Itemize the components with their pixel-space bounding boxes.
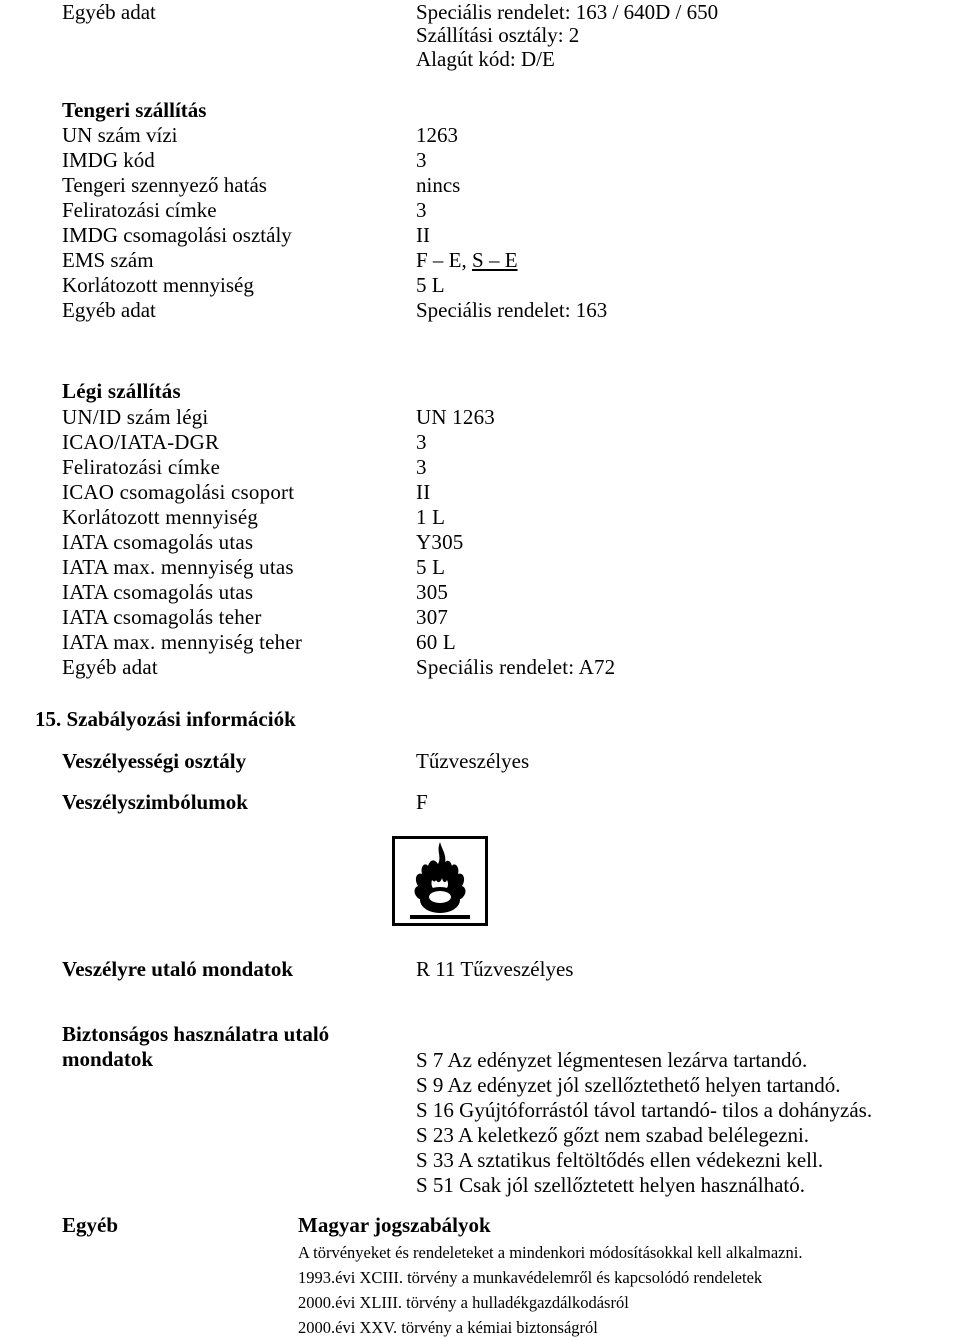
sea-row-label: Egyéb adat [62,298,156,322]
air-row-value: Speciális rendelet: A72 [416,655,616,679]
section-15-heading: 15. Szabályozási információk [35,707,296,731]
air-row-label: IATA csomagolás utas [62,580,254,604]
sea-row-value: 3 [416,198,427,222]
air-row-value: 3 [416,455,427,479]
ems-value-spill: S – E [472,248,518,272]
hazard-symbols-label: Veszélyszimbólumok [62,790,248,814]
sea-row-value: 3 [416,148,427,172]
air-row-value: 307 [416,605,449,629]
sea-row-value: nincs [416,173,461,197]
ems-value-fire: F – E, [416,248,473,272]
hungarian-laws-heading: Magyar jogszabályok [298,1213,491,1237]
r-phrases-value: R 11 Tűzveszélyes [416,957,574,981]
air-row-label: ICAO csomagolási csoport [62,480,295,504]
air-row-label: IATA max. mennyiség utas [62,555,294,579]
sea-row-label: Feliratozási címke [62,198,217,222]
sea-row-label: EMS szám [62,248,154,272]
law-line: 1993.évi XCIII. törvény a munkavédelemről és kapcsolódó rendeletek [298,1268,763,1287]
air-row-label: IATA csomagolás teher [62,605,262,629]
air-row-label: IATA max. mennyiség teher [62,630,303,654]
air-heading: Légi szállítás [62,379,181,403]
s-phrase-item: S 7 Az edényzet légmentesen lezárva tartandó. [416,1048,808,1072]
law-line: A törvényeket és rendeleteket a mindenkori módosításokkal kell alkalmazni. [298,1243,803,1262]
hazard-symbols-value: F [416,790,428,814]
sea-row-label: Korlátozott mennyiség [62,273,254,297]
r-phrases-label: Veszélyre utaló mondatok [62,957,293,981]
ems-value [416,248,518,273]
air-row-value: 1 L [416,505,446,529]
flame-icon [392,836,488,926]
sea-row-value: Speciális rendelet: 163 [416,298,608,322]
sea-row-label: Tengeri szennyező hatás [62,173,267,197]
air-row-value: 305 [416,580,449,604]
air-row-label: ICAO/IATA-DGR [62,430,220,454]
other-label: Egyéb [62,1213,119,1237]
sea-row-value: II [416,223,430,247]
sea-row-value: 1263 [416,123,458,147]
hazard-class-value: Tűzveszélyes [416,749,530,773]
air-row-label: Egyéb adat [62,655,158,679]
hazard-class-label: Veszélyességi osztály [62,749,247,773]
sea-row-value: 5 L [416,273,445,297]
s-phrase-item: S 33 A sztatikus feltöltődés ellen védekezni kell. [416,1148,824,1172]
air-row-value: Y305 [416,530,464,554]
road-other-label: Egyéb adat [62,0,156,24]
sea-heading: Tengeri szállítás [62,98,207,122]
road-other-line-1: Speciális rendelet: 163 / 640D / 650 [416,0,719,24]
air-row-label: Feliratozási címke [62,455,221,479]
air-row-value: UN 1263 [416,405,495,429]
s-phrase-item: S 51 Csak jól szellőztetett helyen használható. [416,1173,805,1197]
road-other-line-2: Szállítási osztály: 2 [416,23,580,47]
s-phrase-item: S 16 Gyújtóforrástól távol tartandó- tilos a dohányzás. [416,1098,873,1122]
air-row-label: Korlátozott mennyiség [62,505,259,529]
s-phrase-item: S 9 Az edényzet jól szellőztethető helyen tartandó. [416,1073,841,1097]
air-row-value: II [416,480,431,504]
s-phrases-label-2: mondatok [62,1047,154,1071]
law-line: 2000.évi XXV. törvény a kémiai biztonságról [298,1318,598,1337]
air-row-value: 60 L [416,630,456,654]
law-line: 2000.évi XLIII. törvény a hulladékgazdálkodásról [298,1293,629,1312]
air-row-label: IATA csomagolás utas [62,530,254,554]
sea-row-label: UN szám vízi [62,123,178,147]
air-row-label: UN/ID szám légi [62,405,209,429]
air-row-value: 5 L [416,555,446,579]
road-other-line-3: Alagút kód: D/E [416,47,555,71]
air-row-value: 3 [416,430,427,454]
s-phrase-item: S 23 A keletkező gőzt nem szabad belélegezni. [416,1123,810,1147]
sea-row-label: IMDG kód [62,148,155,172]
s-phrases-label-1: Biztonságos használatra utaló [62,1022,330,1046]
sea-row-label: IMDG csomagolási osztály [62,223,292,247]
